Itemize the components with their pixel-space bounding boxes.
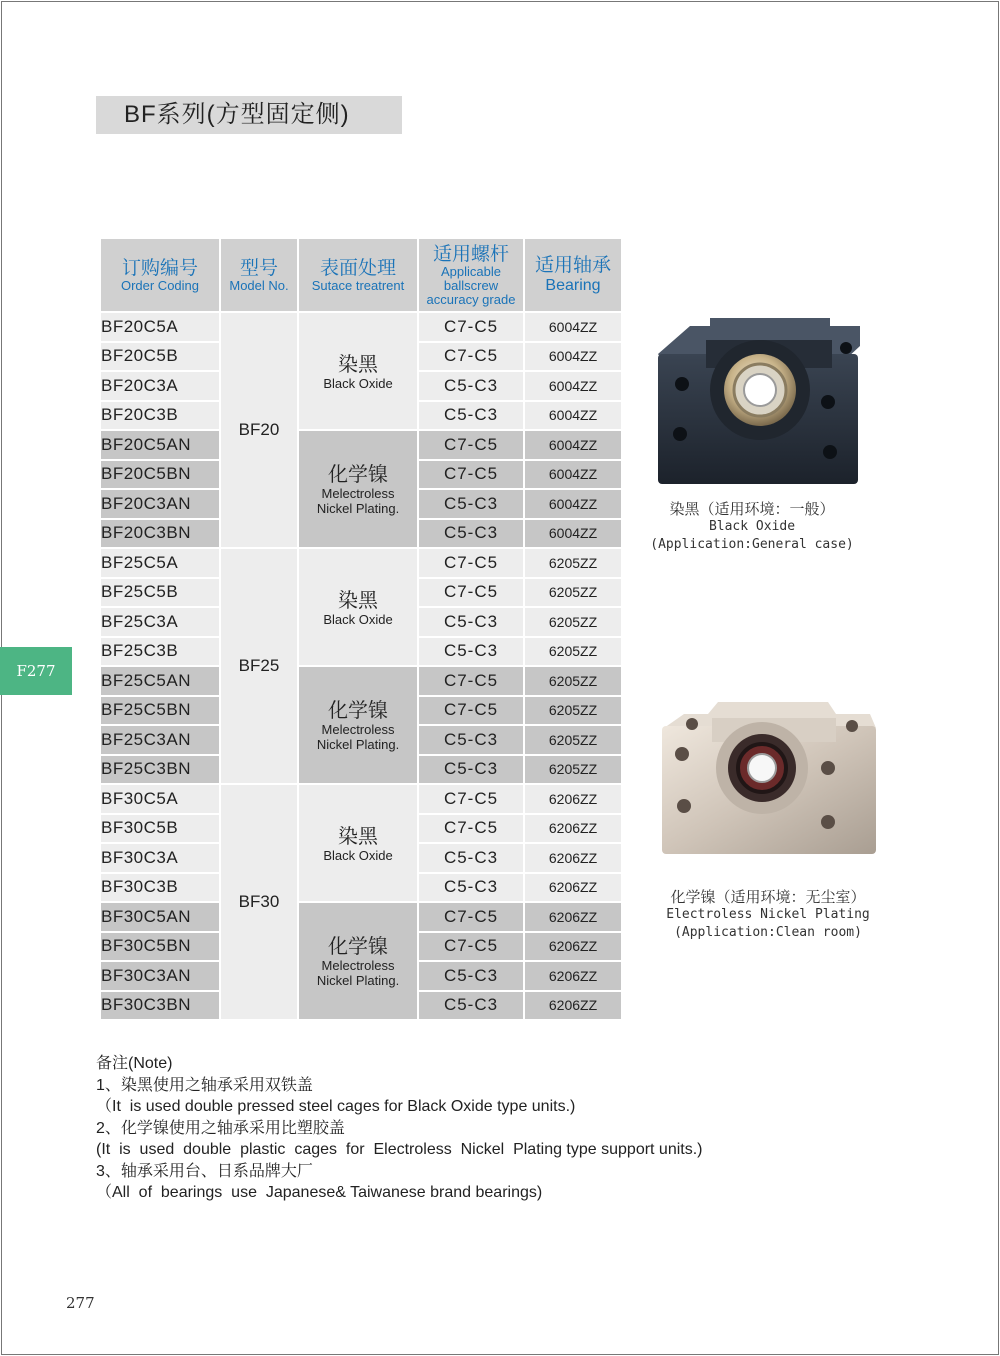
- bearing-cell: 6205ZZ: [524, 607, 622, 637]
- surface-label-cn: 化学镍: [328, 698, 388, 722]
- note-line: (It is used double plastic cages for Electroless Nickel Plating type support units.): [96, 1141, 703, 1158]
- surface-black-oxide-cell: [298, 784, 418, 902]
- surface-label-en: Nickel Plating.: [316, 737, 400, 752]
- surface-nickel-cell: [298, 902, 418, 1020]
- notes-section: [96, 1053, 703, 1204]
- order-code-cell: BF30C5A: [100, 784, 220, 814]
- accuracy-grade-cell: C5-C3: [418, 371, 524, 401]
- bearing-cell: 6004ZZ: [524, 519, 622, 549]
- header-accuracy-grade: 适用螺杆 Applicable ballscrew accuracy grade: [418, 238, 524, 312]
- notes-heading: 备注(Note): [96, 1055, 173, 1072]
- bearing-cell: 6004ZZ: [524, 430, 622, 460]
- header-model-no: 型号 Model No.: [220, 238, 298, 312]
- accuracy-grade-cell: C7-C5: [418, 548, 524, 578]
- order-code-cell: BF30C5AN: [100, 902, 220, 932]
- order-code-cell: BF20C5A: [100, 312, 220, 342]
- nickel-plated-unit-image: [656, 698, 882, 862]
- bearing-cell: 6004ZZ: [524, 460, 622, 490]
- page-title: BF系列(方型固定侧): [96, 96, 402, 134]
- table-row: [100, 666, 622, 696]
- order-code-cell: BF30C3B: [100, 873, 220, 903]
- accuracy-grade-cell: C7-C5: [418, 902, 524, 932]
- surface-label-cn: 化学镍: [328, 934, 388, 958]
- bearing-cell: 6205ZZ: [524, 696, 622, 726]
- surface-label-cn: 化学镍: [328, 462, 388, 486]
- accuracy-grade-cell: C7-C5: [418, 460, 524, 490]
- order-code-cell: BF30C3A: [100, 843, 220, 873]
- order-code-cell: BF20C5AN: [100, 430, 220, 460]
- surface-label-en: Melectroless: [321, 722, 395, 737]
- order-code-cell: BF25C5BN: [100, 696, 220, 726]
- order-code-cell: BF30C5B: [100, 814, 220, 844]
- order-code-cell: BF20C5BN: [100, 460, 220, 490]
- order-code-cell: BF25C3B: [100, 637, 220, 667]
- accuracy-grade-cell: C7-C5: [418, 312, 524, 342]
- note-line: 1、染黑使用之轴承采用双铁盖: [96, 1076, 313, 1094]
- table-row: [100, 784, 622, 814]
- accuracy-grade-cell: C5-C3: [418, 401, 524, 431]
- order-code-cell: BF25C5A: [100, 548, 220, 578]
- black-oxide-unit-image: [650, 312, 872, 494]
- spec-table: [99, 237, 623, 1021]
- order-code-cell: BF25C3A: [100, 607, 220, 637]
- surface-label-en: Black Oxide: [323, 375, 393, 391]
- bearing-cell: 6004ZZ: [524, 371, 622, 401]
- order-code-cell: BF25C3AN: [100, 725, 220, 755]
- model-number-cell: BF25: [220, 548, 298, 784]
- surface-black-oxide-cell: [298, 548, 418, 666]
- accuracy-grade-cell: C5-C3: [418, 991, 524, 1021]
- surface-label-cn: 染黑: [338, 351, 378, 376]
- order-code-cell: BF20C3A: [100, 371, 220, 401]
- bearing-cell: 6206ZZ: [524, 991, 622, 1021]
- bearing-cell: 6206ZZ: [524, 843, 622, 873]
- accuracy-grade-cell: C7-C5: [418, 666, 524, 696]
- bearing-cell: 6205ZZ: [524, 666, 622, 696]
- page-number: 277: [66, 1294, 95, 1312]
- bearing-cell: 6206ZZ: [524, 961, 622, 991]
- accuracy-grade-cell: C7-C5: [418, 430, 524, 460]
- table-row: [100, 548, 622, 578]
- accuracy-grade-cell: C5-C3: [418, 843, 524, 873]
- table-header-row: [100, 238, 622, 312]
- accuracy-grade-cell: C5-C3: [418, 961, 524, 991]
- accuracy-grade-cell: C5-C3: [418, 725, 524, 755]
- order-code-cell: BF25C3BN: [100, 755, 220, 785]
- bearing-cell: 6206ZZ: [524, 814, 622, 844]
- note-line: （It is used double pressed steel cages for Black Oxide type units.): [96, 1098, 576, 1115]
- accuracy-grade-cell: C5-C3: [418, 637, 524, 667]
- bearing-cell: 6206ZZ: [524, 902, 622, 932]
- surface-label-en: Nickel Plating.: [316, 501, 400, 516]
- surface-label-cn: 染黑: [338, 587, 378, 612]
- bearing-cell: 6205ZZ: [524, 578, 622, 608]
- accuracy-grade-cell: C7-C5: [418, 578, 524, 608]
- accuracy-grade-cell: C5-C3: [418, 489, 524, 519]
- bearing-cell: 6205ZZ: [524, 725, 622, 755]
- bearing-cell: 6004ZZ: [524, 312, 622, 342]
- order-code-cell: BF20C3BN: [100, 519, 220, 549]
- accuracy-grade-cell: C7-C5: [418, 342, 524, 372]
- bearing-cell: 6205ZZ: [524, 755, 622, 785]
- table-row: [100, 430, 622, 460]
- order-code-cell: BF30C3BN: [100, 991, 220, 1021]
- accuracy-grade-cell: C5-C3: [418, 873, 524, 903]
- bearing-cell: 6004ZZ: [524, 489, 622, 519]
- table-row: [100, 902, 622, 932]
- note-line: 3、轴承采用台、日系品牌大厂: [96, 1162, 313, 1180]
- surface-label-en: Black Oxide: [323, 847, 393, 863]
- note-line: （All of bearings use Japanese& Taiwanese brand bearings): [96, 1184, 543, 1201]
- accuracy-grade-cell: C5-C3: [418, 755, 524, 785]
- note-line: 2、化学镍使用之轴承采用比塑胶盖: [96, 1119, 345, 1137]
- bearing-cell: 6206ZZ: [524, 784, 622, 814]
- header-surface-treatment: 表面处理 Sutace treatrent: [298, 238, 418, 312]
- order-code-cell: BF20C3AN: [100, 489, 220, 519]
- header-bearing: 适用轴承 Bearing: [524, 238, 622, 312]
- accuracy-grade-cell: C7-C5: [418, 696, 524, 726]
- section-tab[interactable]: F277: [0, 647, 72, 695]
- model-number-cell: BF30: [220, 784, 298, 1020]
- surface-label-en: Melectroless: [321, 958, 395, 973]
- accuracy-grade-cell: C5-C3: [418, 607, 524, 637]
- surface-label-en: Black Oxide: [323, 611, 393, 627]
- bearing-cell: 6004ZZ: [524, 401, 622, 431]
- black-oxide-caption: 染黑（适用环境：一般） Black Oxide (Application:General case): [650, 500, 854, 552]
- model-number-cell: BF20: [220, 312, 298, 548]
- surface-label-en: Nickel Plating.: [316, 973, 400, 988]
- order-code-cell: BF30C3AN: [100, 961, 220, 991]
- surface-label-en: Melectroless: [321, 486, 395, 501]
- spec-table-body: [100, 312, 622, 1020]
- bearing-cell: 6206ZZ: [524, 873, 622, 903]
- accuracy-grade-cell: C7-C5: [418, 814, 524, 844]
- accuracy-grade-cell: C5-C3: [418, 519, 524, 549]
- bearing-cell: 6205ZZ: [524, 637, 622, 667]
- surface-black-oxide-cell: [298, 312, 418, 430]
- header-order-coding: 订购编号 Order Coding: [100, 238, 220, 312]
- order-code-cell: BF20C5B: [100, 342, 220, 372]
- order-code-cell: BF20C3B: [100, 401, 220, 431]
- bearing-cell: 6205ZZ: [524, 548, 622, 578]
- surface-label-cn: 染黑: [338, 823, 378, 848]
- surface-nickel-cell: [298, 666, 418, 784]
- surface-nickel-cell: [298, 430, 418, 548]
- nickel-caption: 化学镍（适用环境：无尘室） Electroless Nickel Plating (Application:Clean room): [666, 888, 870, 940]
- accuracy-grade-cell: C7-C5: [418, 932, 524, 962]
- order-code-cell: BF25C5AN: [100, 666, 220, 696]
- bearing-cell: 6004ZZ: [524, 342, 622, 372]
- order-code-cell: BF25C5B: [100, 578, 220, 608]
- table-row: [100, 312, 622, 342]
- bearing-cell: 6206ZZ: [524, 932, 622, 962]
- accuracy-grade-cell: C7-C5: [418, 784, 524, 814]
- order-code-cell: BF30C5BN: [100, 932, 220, 962]
